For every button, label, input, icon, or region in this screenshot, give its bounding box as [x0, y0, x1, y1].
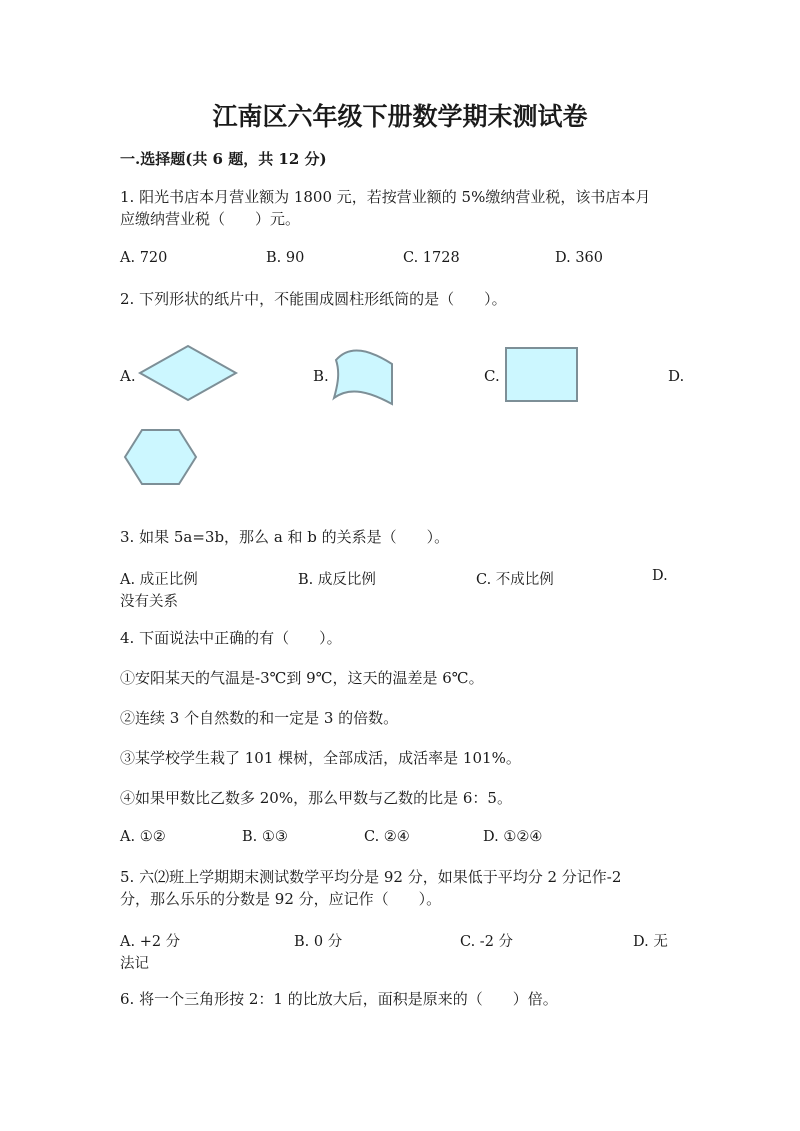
- question-4-option-d: D. ①②④: [483, 829, 543, 845]
- question-3-option-d-text: 没有关系: [120, 594, 178, 610]
- question-1-option-b: B. 90: [266, 250, 305, 266]
- hexagon-shape: [125, 430, 196, 484]
- question-5-option-a: A. +2 分: [120, 934, 181, 950]
- question-5-option-d-text: 法记: [120, 956, 149, 972]
- question-6-text: 6. 将一个三角形按 2：1 的比放大后，面积是原来的（ ）倍。: [120, 990, 558, 1008]
- question-1-text-line2: 应缴纳营业税（ ）元。: [120, 210, 301, 228]
- question-4-option-a: A. ①②: [120, 829, 166, 845]
- question-1-option-a: A. 720: [120, 250, 168, 266]
- question-4-statement-3: ③某学校学生栽了 101 棵树，全部成活，成活率是 101%。: [120, 749, 521, 767]
- question-4-statement-1: ①安阳某天的气温是-3℃到 9℃，这天的温差是 6℃。: [120, 669, 484, 687]
- question-5-option-b: B. 0 分: [294, 934, 343, 950]
- question-2-option-b: B.: [313, 367, 329, 385]
- question-1-option-d: D. 360: [555, 250, 604, 266]
- question-5-text-line1: 5. 六⑵班上学期期末测试数学平均分是 92 分，如果低于平均分 2 分记作-2: [120, 868, 622, 886]
- question-4-option-b: B. ①③: [242, 829, 288, 845]
- question-2-option-c: C.: [484, 367, 500, 385]
- question-3-text: 3. 如果 5a=3b，那么 a 和 b 的关系是（ ）。: [120, 528, 450, 546]
- question-2-option-d: D.: [668, 367, 685, 385]
- question-5-option-c: C. -2 分: [460, 934, 514, 950]
- question-3-option-b: B. 成反比例: [298, 572, 376, 588]
- question-4-option-c: C. ②④: [364, 829, 410, 845]
- question-3-option-a: A. 成正比例: [120, 572, 198, 588]
- wavy-paper-shape: [334, 350, 392, 404]
- question-2-text: 2. 下列形状的纸片中，不能围成圆柱形纸筒的是（ ）。: [120, 290, 507, 308]
- section-heading: 一.选择题(共 6 题，共 12 分): [120, 150, 327, 168]
- rectangle-shape: [506, 348, 577, 401]
- question-1-text-line1: 1. 阳光书店本月营业额为 1800 元，若按营业额的 5%缴纳营业税，该书店本月: [120, 188, 651, 206]
- question-5-option-d: D. 无: [633, 934, 668, 950]
- page-title: 江南区六年级下册数学期末测试卷: [212, 102, 588, 131]
- question-5-text-line2: 分，那么乐乐的分数是 92 分，应记作（ ）。: [120, 890, 442, 908]
- question-3-option-d: D.: [652, 568, 668, 584]
- rhombus-shape: [140, 346, 236, 400]
- question-1-option-c: C. 1728: [403, 250, 460, 266]
- question-4-text: 4. 下面说法中正确的有（ ）。: [120, 629, 342, 647]
- question-2-option-a: A.: [120, 367, 136, 385]
- question-4-statement-2: ②连续 3 个自然数的和一定是 3 的倍数。: [120, 709, 399, 727]
- question-3-option-c: C. 不成比例: [476, 572, 554, 588]
- question-4-statement-4: ④如果甲数比乙数多 20%，那么甲数与乙数的比是 6：5。: [120, 789, 512, 807]
